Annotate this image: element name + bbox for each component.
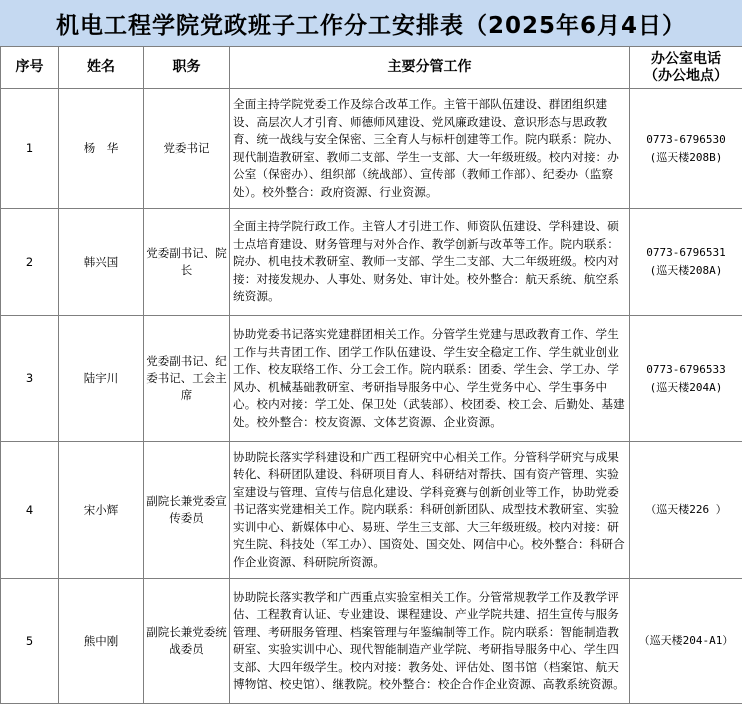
row-no: 4 xyxy=(1,442,59,579)
row-duties: 协助党委书记落实党建群团相关工作。分管学生党建与思政教育工作、学生工作与共青团工作、团学工作队伍建设、学生安全稳定工作、学生就业创业工作、校友联络工作、分工会工作。院内联系：团委、学生会、学工办、学风办、机械基础教研室、考研指导服务中心、学生党务中心、学生事务中心。校内对接：学工处、保卫处（武装部）、校团委、校工会、后勤处、基建处。校外整合：校友资源、文体艺资源、企业资源。 xyxy=(230,316,630,442)
row-phone: 0773-6796530 xyxy=(646,132,726,146)
row-phone-cell xyxy=(630,316,742,442)
table-row xyxy=(1,89,742,209)
header-phone-line1: 办公室电话 xyxy=(651,50,721,67)
header-phone-line2: （办公地点） xyxy=(644,67,728,84)
header-position: 职务 xyxy=(144,47,230,89)
row-name: 熊中刚 xyxy=(59,579,144,704)
assignment-table xyxy=(0,46,742,704)
row-phone-cell xyxy=(630,89,742,209)
row-office: (巡天楼208A) xyxy=(649,264,723,277)
row-position: 副院长兼党委统战委员 xyxy=(144,579,230,704)
header-duties: 主要分管工作 xyxy=(230,47,630,89)
header-row xyxy=(1,47,742,89)
row-no: 1 xyxy=(1,89,59,209)
row-position: 副院长兼党委宣传委员 xyxy=(144,442,230,579)
row-duties: 全面主持学院行政工作。主管人才引进工作、师资队伍建设、学科建设、硕士点培育建设、财务管理与对外合作、教学创新与改革等工作。院内联系：院办、机电技术教研室、教师一支部、学生二支部、大二年级班级。校内对接：对接发规办、人事处、财务处、审计处。校外整合：航天系统、航空系统资源。 xyxy=(230,209,630,316)
row-phone-cell xyxy=(630,209,742,316)
row-name: 宋小辉 xyxy=(59,442,144,579)
header-phone xyxy=(630,47,742,89)
row-name: 杨 华 xyxy=(59,89,144,209)
table-row xyxy=(1,442,742,579)
row-duties: 全面主持学院党委工作及综合改革工作。主管干部队伍建设、群团组织建设、高层次人才引育、师德师风建设、党风廉政建设、意识形态与思政教育、统一战线与安全保密、三全育人与标杆创建等工作。院内联系：院办、现代制造教研室、教师二支部、学生一支部、大一年级班级。校内对接：办公室（保密办）、组织部（统战部）、宣传部（教师工作部）、纪委办（监察处）。校外整合：政府资源、行业资源。 xyxy=(230,89,630,209)
row-no: 5 xyxy=(1,579,59,704)
table-row xyxy=(1,316,742,442)
header-no: 序号 xyxy=(1,47,59,89)
row-phone: 0773-6796531 xyxy=(646,246,726,259)
row-phone-cell xyxy=(630,442,742,579)
row-no: 2 xyxy=(1,209,59,316)
row-duties: 协助院长落实学科建设和广西工程研究中心相关工作。分管科学研究与成果转化、科研团队建设、科研项目育人、科研结对帮扶、国有资产管理、实验室建设与管理、宣传与信息化建设、学科竞赛与创新创业等工作，协助党委书记落实党建相关工作。院内联系：科研创新团队、成型技术教研室、实验实训中心、新媒体中心、易班、学生三支部、大三年级班级。校内对接：研究生院、科技处（军工办）、国资处、国交处、网信中心。校外整合：科研合作企业资源、科研院所资源。 xyxy=(230,442,630,579)
row-phone: 0773-6796533 xyxy=(646,362,726,376)
row-position: 党委副书记、院长 xyxy=(144,209,230,316)
row-name: 韩兴国 xyxy=(59,209,144,316)
row-office: （巡天楼204-A1） xyxy=(638,634,734,647)
row-office: (巡天楼204A) xyxy=(649,380,723,394)
row-name: 陆宇川 xyxy=(59,316,144,442)
row-phone-cell xyxy=(630,579,742,704)
row-position: 党委书记 xyxy=(144,89,230,209)
sheet-title: 机电工程学院党政班子工作分工安排表（2025年6月4日） xyxy=(0,0,742,47)
header-name: 姓名 xyxy=(59,47,144,89)
row-office: （巡天楼226 ） xyxy=(645,503,727,516)
row-duties: 协助院长落实教学和广西重点实验室相关工作。分管常规教学工作及教学评估、工程教育认证、专业建设、课程建设、产业学院共建、招生宣传与服务管理、考研服务管理、档案管理与年鉴编制等工作。院内联系：智能制造教研室、实验实训中心、现代智能制造产业学院、考研指导服务中心、学生四支部、大四年级学生。校内对接：教务处、评估处、图书馆（档案馆、航天博物馆、校史馆）、继教院。校外整合：校企合作企业资源、高教系统资源。 xyxy=(230,579,630,704)
table-row xyxy=(1,209,742,316)
row-office: (巡天楼208B) xyxy=(649,150,723,164)
table-row xyxy=(1,579,742,704)
row-position: 党委副书记、纪委书记、工会主席 xyxy=(144,316,230,442)
row-no: 3 xyxy=(1,316,59,442)
